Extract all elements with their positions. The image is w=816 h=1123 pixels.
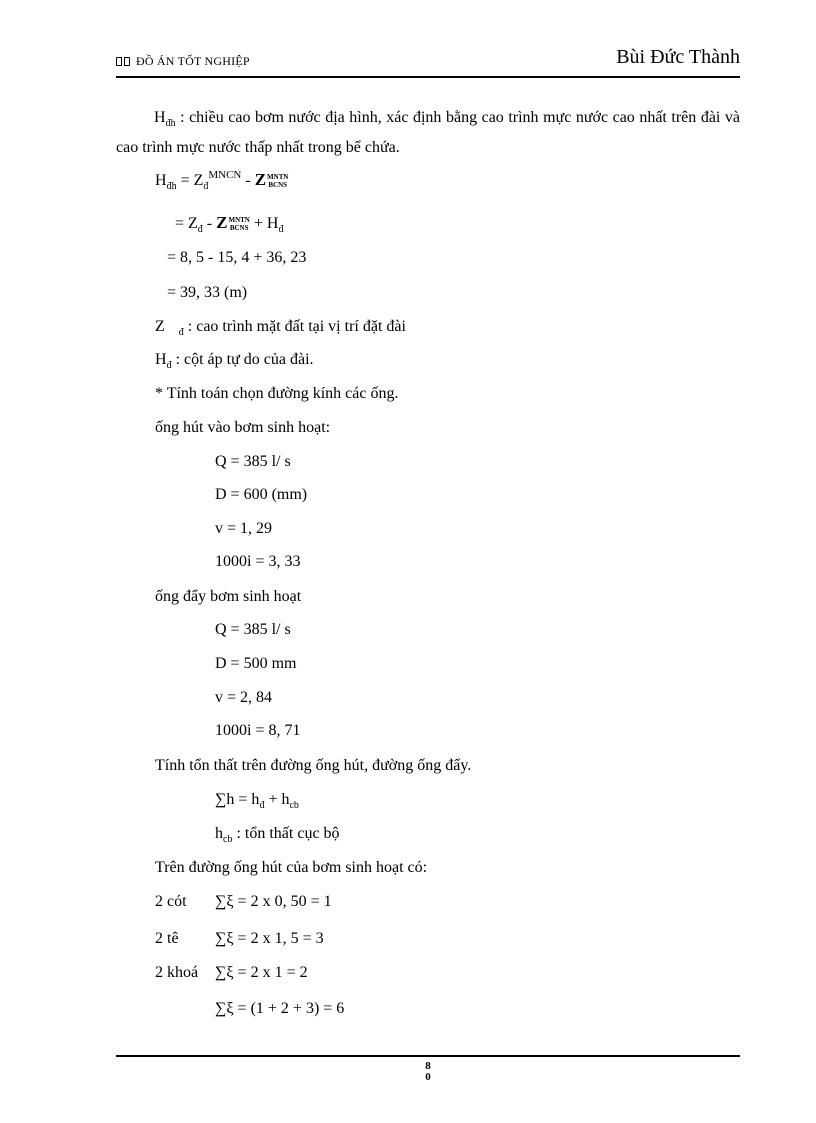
loss-title: Tính tổn thất trên đường ống hút, đường ống đẩy.	[155, 757, 472, 774]
page-number-digit-2: 0	[425, 1071, 431, 1083]
suction-v: v = 1, 29	[215, 520, 273, 537]
suction-q: Q = 385 l/ s	[215, 453, 291, 470]
line2-minus: -	[202, 215, 217, 232]
formula-line-2	[175, 213, 283, 234]
hcb-definition	[215, 824, 340, 844]
fitting-expr: ∑ξ = 2 x 1 = 2	[215, 964, 308, 981]
line2-start: = Z	[175, 215, 198, 232]
intro-text: : chiều cao bơm nước địa hình, xác định bằng cao trình mực nước cao nhất trên đài và cao trình mực nước thấp nhất trong bể chứa.	[116, 109, 740, 156]
discharge-d: D = 500 mm	[215, 655, 297, 672]
page-number	[420, 1061, 436, 1083]
line2-stack-bottom: BCNS	[229, 224, 249, 233]
line2-stack	[228, 216, 249, 232]
def-hd-text: : cột áp tự do của đài.	[171, 351, 314, 368]
def-zd-sub: đ	[178, 327, 184, 338]
suction-i: 1000i = 3, 33	[215, 553, 301, 570]
discharge-v: v = 2, 84	[215, 689, 273, 706]
formula-h: H	[155, 172, 167, 189]
loss-plus-h: + h	[264, 791, 290, 808]
header-divider	[116, 76, 740, 78]
def-hd-sub: đ	[166, 360, 172, 371]
fitting-label: 2 tê	[155, 930, 179, 947]
loss-hd-sub: đ	[259, 800, 265, 811]
discharge-i: 1000i = 8, 71	[215, 722, 301, 739]
line2-hsub: đ	[278, 224, 284, 235]
fittings-title: Trên đường ống hút của bơm sinh hoạt có:	[155, 859, 428, 876]
formula-line-4: = 39, 33 (m)	[167, 284, 248, 301]
fitting-expr: ∑ξ = 2 x 1, 5 = 3	[215, 930, 324, 947]
formula-line-1	[155, 170, 288, 191]
formula-z-sub: đ	[203, 181, 209, 192]
discharge-title: ống đẩy bơm sinh hoạt	[155, 588, 302, 605]
header-title: ĐỒ ÁN TỐT NGHIỆP	[136, 54, 250, 68]
suction-d: D = 600 (mm)	[215, 486, 308, 503]
line2-stack-top: MNTN	[228, 216, 250, 225]
fitting-row	[155, 963, 308, 983]
formula-bigz: Z	[254, 170, 267, 189]
formula-stack	[267, 173, 288, 189]
fittings-total: ∑ξ = (1 + 2 + 3) = 6	[215, 1000, 345, 1017]
intro-paragraph	[116, 103, 740, 163]
line2-zsub: đ	[197, 224, 203, 235]
hcb-sub: cb	[223, 834, 233, 845]
def-zd-main: Z	[155, 318, 165, 335]
suction-title: ống hút vào bơm sinh hoạt:	[155, 419, 331, 436]
formula-eq-z: = Z	[176, 172, 204, 189]
fitting-row	[155, 892, 332, 912]
fitting-row	[155, 929, 324, 949]
formula-z-sup: MNCN	[208, 169, 242, 181]
header-left	[116, 54, 250, 69]
def-zd-text: : cao trình mặt đất tại vị trí đặt đài	[183, 318, 406, 335]
line2-plus: + H	[249, 215, 279, 232]
intro-var: H	[154, 109, 166, 126]
formula-minus: -	[241, 172, 255, 189]
section-title: * Tính toán chọn đường kính các ống.	[155, 385, 399, 402]
fitting-label: 2 cót	[155, 893, 187, 910]
hcb-main: h	[215, 825, 223, 842]
loss-formula	[215, 790, 299, 810]
stack-top: MNTN	[267, 173, 289, 182]
fitting-label: 2 khoá	[155, 964, 199, 981]
def-zd	[155, 317, 406, 337]
page-number-digit-1: 8	[425, 1060, 431, 1072]
def-hd	[155, 350, 314, 370]
open-book-icon	[116, 57, 130, 67]
intro-var-sub: đh	[165, 118, 176, 129]
discharge-q: Q = 385 l/ s	[215, 621, 291, 638]
formula-h-sub: đh	[166, 181, 177, 192]
stack-bottom: BCNS	[268, 181, 288, 190]
loss-sum-h: ∑h = h	[215, 791, 260, 808]
header-author: Bùi Đức Thành	[616, 46, 740, 68]
fitting-expr: ∑ξ = 2 x 0, 50 = 1	[215, 893, 332, 910]
line2-bigz: Z	[216, 213, 228, 232]
def-hd-main: H	[155, 351, 167, 368]
page-header	[116, 46, 740, 74]
hcb-text: : tổn thất cục bộ	[232, 825, 340, 842]
loss-hcb-sub: cb	[289, 800, 299, 811]
formula-line-3: = 8, 5 - 15, 4 + 36, 23	[167, 249, 307, 266]
footer-divider	[116, 1055, 740, 1057]
